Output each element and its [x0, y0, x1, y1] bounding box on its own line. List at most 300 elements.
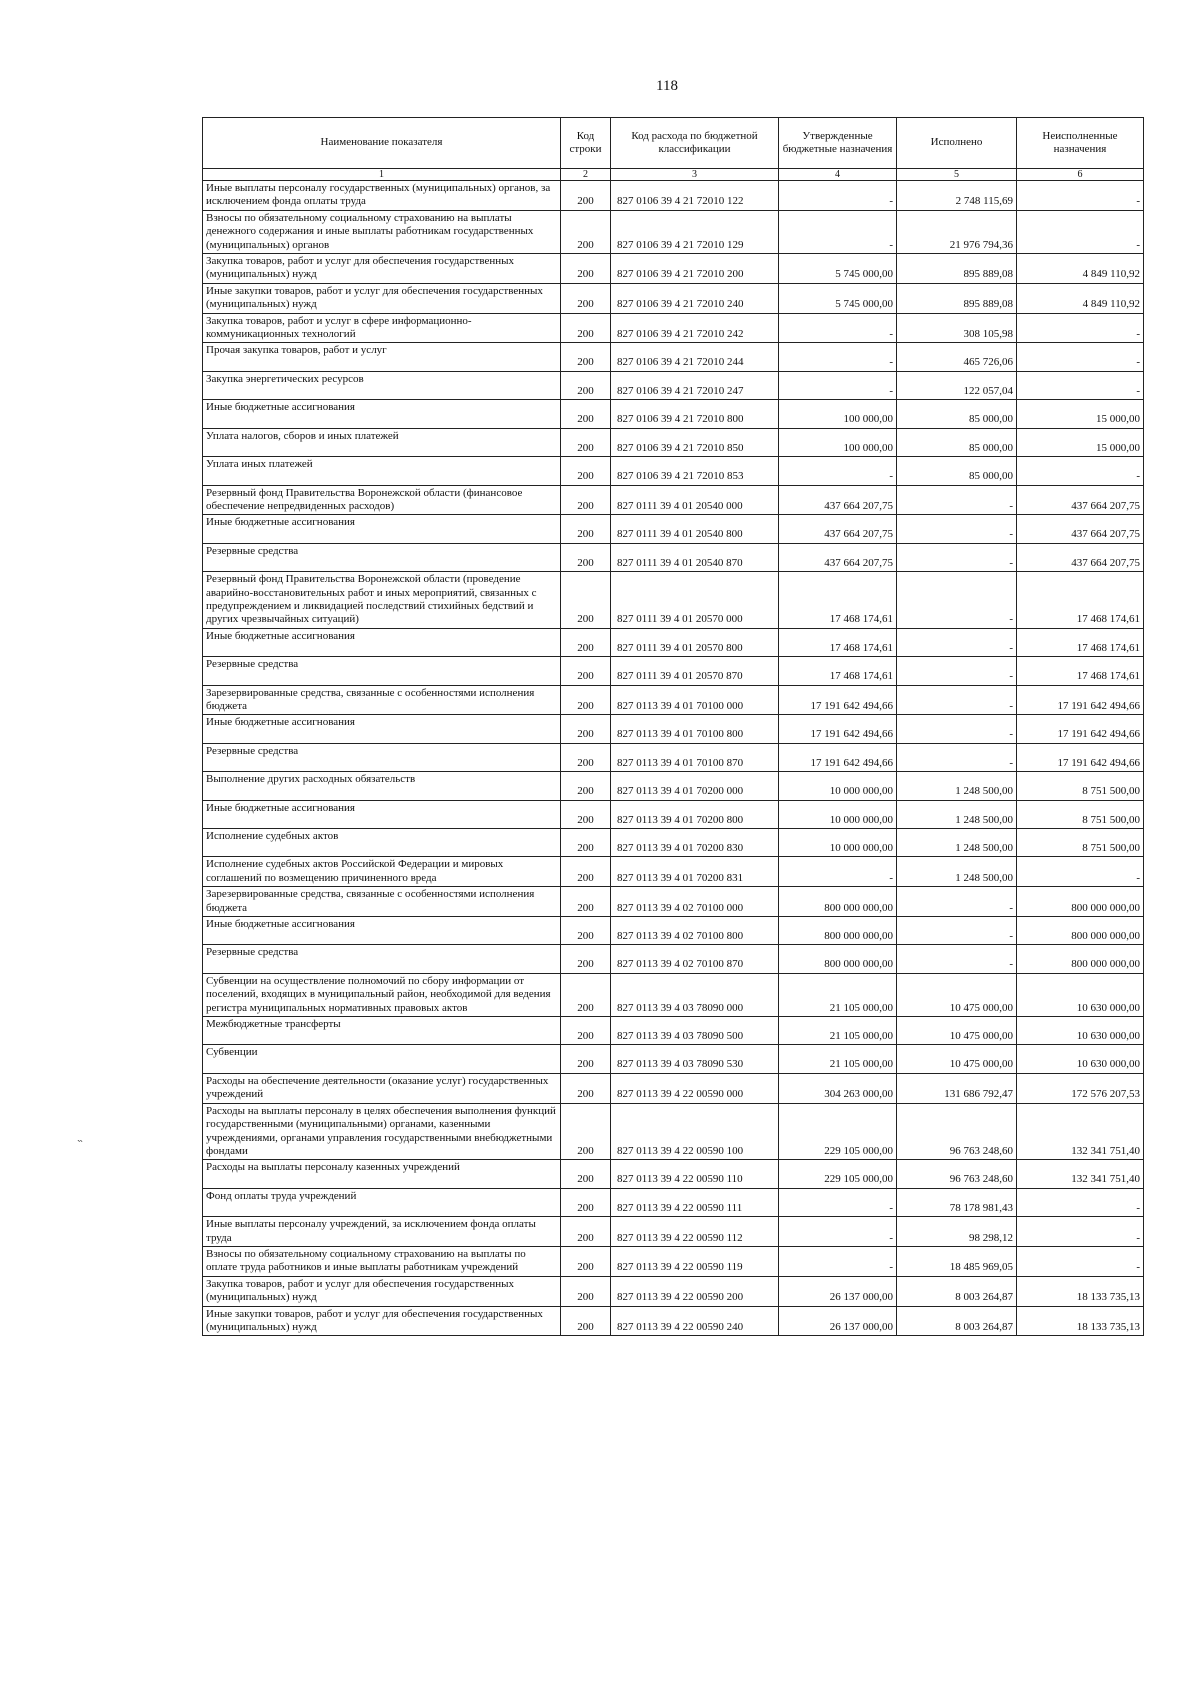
row-indicator-name-text: Уплата иных платежей	[206, 458, 313, 471]
row-line-code: 200	[561, 1217, 611, 1247]
table-row	[203, 343, 1144, 371]
row-budget-classification: 827 0113 39 4 03 78090 500	[611, 1017, 779, 1045]
row-line-code: 200	[561, 1160, 611, 1188]
row-line-code: 200	[561, 1073, 611, 1103]
row-unexecuted-amount: 437 664 207,75	[1017, 485, 1144, 515]
row-unexecuted-amount: 15 000,00	[1017, 400, 1144, 428]
row-indicator-name	[203, 400, 561, 428]
row-line-code: 200	[561, 1276, 611, 1306]
row-approved-amount: 437 664 207,75	[779, 485, 897, 515]
row-executed-amount: 895 889,08	[897, 283, 1017, 313]
table-row	[203, 283, 1144, 313]
row-approved-amount: 17 468 174,61	[779, 657, 897, 685]
row-indicator-name	[203, 371, 561, 399]
row-indicator-name	[203, 1217, 561, 1247]
row-indicator-name	[203, 917, 561, 945]
table-row	[203, 715, 1144, 743]
row-approved-amount: 800 000 000,00	[779, 887, 897, 917]
row-budget-classification: 827 0113 39 4 22 00590 112	[611, 1217, 779, 1247]
row-budget-classification: 827 0113 39 4 22 00590 240	[611, 1306, 779, 1336]
row-indicator-name-text: Исполнение судебных актов	[206, 830, 339, 842]
row-unexecuted-amount: -	[1017, 181, 1144, 211]
row-indicator-name-text: Фонд оплаты труда учреждений	[206, 1189, 357, 1202]
row-executed-amount: 8 003 264,87	[897, 1306, 1017, 1336]
row-line-code: 200	[561, 1103, 611, 1160]
table-row	[203, 313, 1144, 343]
header-unexecuted-appropriations: Неисполненные назначения	[1017, 118, 1144, 169]
table-row	[203, 1160, 1144, 1188]
row-executed-amount: 85 000,00	[897, 400, 1017, 428]
row-indicator-name	[203, 1188, 561, 1216]
row-executed-amount: 10 475 000,00	[897, 973, 1017, 1016]
row-indicator-name	[203, 945, 561, 973]
table-row	[203, 772, 1144, 800]
row-line-code: 200	[561, 515, 611, 543]
row-indicator-name	[203, 1045, 561, 1073]
row-indicator-name-text: Межбюджетные трансферты	[206, 1018, 341, 1031]
row-executed-amount: -	[897, 917, 1017, 945]
row-line-code: 200	[561, 457, 611, 485]
row-unexecuted-amount: -	[1017, 343, 1144, 371]
row-budget-classification: 827 0113 39 4 22 00590 111	[611, 1188, 779, 1216]
row-approved-amount: -	[779, 1188, 897, 1216]
row-budget-classification: 827 0106 39 4 21 72010 122	[611, 181, 779, 211]
row-indicator-name-text: Закупка энергетических ресурсов	[206, 372, 364, 385]
row-line-code: 200	[561, 371, 611, 399]
row-budget-classification: 827 0106 39 4 21 72010 244	[611, 343, 779, 371]
row-unexecuted-amount: 17 191 642 494,66	[1017, 715, 1144, 743]
row-line-code: 200	[561, 572, 611, 629]
table-row	[203, 485, 1144, 515]
column-number: 4	[779, 169, 897, 181]
row-executed-amount: -	[897, 543, 1017, 571]
table-row	[203, 371, 1144, 399]
row-unexecuted-amount: -	[1017, 457, 1144, 485]
table-row	[203, 1045, 1144, 1073]
row-approved-amount: -	[779, 1217, 897, 1247]
row-indicator-name	[203, 772, 561, 800]
table-body	[203, 181, 1144, 1336]
row-budget-classification: 827 0106 39 4 21 72010 800	[611, 400, 779, 428]
row-indicator-name-text: Резервные средства	[206, 658, 299, 671]
row-approved-amount: -	[779, 210, 897, 253]
row-indicator-name-text: Закупка товаров, работ и услуг для обеспечения государственных (муниципальных) нужд	[206, 1277, 515, 1304]
row-approved-amount: 100 000,00	[779, 428, 897, 456]
row-indicator-name	[203, 1073, 561, 1103]
row-executed-amount: 96 763 248,60	[897, 1103, 1017, 1160]
row-unexecuted-amount: -	[1017, 1188, 1144, 1216]
row-indicator-name-text: Субвенции на осуществление полномочий по сбору информации от поселений, входящих в муниципальный район, необходимой для ведения регистра муниципальных нормативных правовых актов	[206, 974, 551, 1014]
row-line-code: 200	[561, 685, 611, 715]
row-budget-classification: 827 0113 39 4 22 00590 119	[611, 1246, 779, 1276]
header-executed: Исполнено	[897, 118, 1017, 169]
row-budget-classification: 827 0106 39 4 21 72010 850	[611, 428, 779, 456]
row-unexecuted-amount: 800 000 000,00	[1017, 887, 1144, 917]
header-indicator-name: Наименование показателя	[203, 118, 561, 169]
table-row	[203, 1217, 1144, 1247]
row-approved-amount: 5 745 000,00	[779, 283, 897, 313]
row-budget-classification: 827 0106 39 4 21 72010 240	[611, 283, 779, 313]
table-row	[203, 743, 1144, 771]
row-unexecuted-amount: -	[1017, 1217, 1144, 1247]
table-row	[203, 887, 1144, 917]
row-approved-amount: 437 664 207,75	[779, 515, 897, 543]
column-number: 2	[561, 169, 611, 181]
row-indicator-name-text: Расходы на выплаты персоналу в целях обеспечения выполнения функций государственными (муниципальными) органами, казенными учреждениями, органами управления государственными внебюджетными фондами	[206, 1104, 556, 1157]
row-unexecuted-amount: 132 341 751,40	[1017, 1160, 1144, 1188]
row-budget-classification: 827 0113 39 4 22 00590 000	[611, 1073, 779, 1103]
row-unexecuted-amount: 15 000,00	[1017, 428, 1144, 456]
row-budget-classification: 827 0106 39 4 21 72010 200	[611, 254, 779, 284]
row-executed-amount: 10 475 000,00	[897, 1017, 1017, 1045]
row-approved-amount: 26 137 000,00	[779, 1306, 897, 1336]
row-indicator-name	[203, 283, 561, 313]
row-line-code: 200	[561, 973, 611, 1016]
row-indicator-name-text: Иные бюджетные ассигнования	[206, 716, 355, 729]
row-approved-amount: 17 468 174,61	[779, 572, 897, 629]
row-executed-amount: 895 889,08	[897, 254, 1017, 284]
column-number: 5	[897, 169, 1017, 181]
row-indicator-name	[203, 1276, 561, 1306]
row-approved-amount: 304 263 000,00	[779, 1073, 897, 1103]
row-line-code: 200	[561, 772, 611, 800]
table-row	[203, 657, 1144, 685]
header-budget-classification: Код расхода по бюджетной классификации	[611, 118, 779, 169]
row-indicator-name	[203, 572, 561, 629]
row-indicator-name	[203, 1017, 561, 1045]
row-budget-classification: 827 0113 39 4 22 00590 200	[611, 1276, 779, 1306]
row-indicator-name	[203, 485, 561, 515]
row-unexecuted-amount: 10 630 000,00	[1017, 973, 1144, 1016]
row-executed-amount: 465 726,06	[897, 343, 1017, 371]
row-indicator-name-text: Иные закупки товаров, работ и услуг для обеспечения государственных (муниципальных) нужд	[206, 284, 543, 311]
row-executed-amount: 8 003 264,87	[897, 1276, 1017, 1306]
row-indicator-name-text: Резервные средства	[206, 744, 299, 757]
row-budget-classification: 827 0113 39 4 02 70100 800	[611, 917, 779, 945]
row-indicator-name-text: Прочая закупка товаров, работ и услуг	[206, 344, 387, 357]
table-row	[203, 628, 1144, 656]
row-indicator-name	[203, 887, 561, 917]
row-indicator-name-text: Иные закупки товаров, работ и услуг для обеспечения государственных (муниципальных) нужд	[206, 1307, 543, 1333]
row-unexecuted-amount: 18 133 735,13	[1017, 1306, 1144, 1336]
budget-execution-table	[202, 117, 1144, 1336]
row-line-code: 200	[561, 313, 611, 343]
row-line-code: 200	[561, 1306, 611, 1336]
row-line-code: 200	[561, 800, 611, 828]
table-row	[203, 210, 1144, 253]
row-indicator-name-text: Выполнение других расходных обязательств	[206, 773, 416, 786]
row-indicator-name-text: Расходы на обеспечение деятельности (оказание услуг) государственных учреждений	[206, 1074, 549, 1101]
row-approved-amount: 10 000 000,00	[779, 772, 897, 800]
row-executed-amount: 18 485 969,05	[897, 1246, 1017, 1276]
table-row	[203, 400, 1144, 428]
row-executed-amount: 96 763 248,60	[897, 1160, 1017, 1188]
row-budget-classification: 827 0111 39 4 01 20570 870	[611, 657, 779, 685]
row-budget-classification: 827 0111 39 4 01 20540 870	[611, 543, 779, 571]
row-line-code: 200	[561, 1017, 611, 1045]
row-indicator-name	[203, 1103, 561, 1160]
row-approved-amount: -	[779, 371, 897, 399]
table-row	[203, 515, 1144, 543]
table-row	[203, 800, 1144, 828]
row-executed-amount: 122 057,04	[897, 371, 1017, 399]
row-unexecuted-amount: 4 849 110,92	[1017, 283, 1144, 313]
row-indicator-name-text: Резервный фонд Правительства Воронежской области (финансовое обеспечение непредвиденных расходов)	[206, 486, 523, 512]
row-line-code: 200	[561, 485, 611, 515]
row-approved-amount: 21 105 000,00	[779, 1045, 897, 1073]
table-row	[203, 917, 1144, 945]
table-row	[203, 1306, 1144, 1336]
row-indicator-name	[203, 343, 561, 371]
row-indicator-name	[203, 181, 561, 211]
row-line-code: 200	[561, 857, 611, 887]
row-line-code: 200	[561, 181, 611, 211]
row-line-code: 200	[561, 1246, 611, 1276]
row-budget-classification: 827 0106 39 4 21 72010 247	[611, 371, 779, 399]
table-row	[203, 181, 1144, 211]
row-executed-amount: -	[897, 572, 1017, 629]
row-line-code: 200	[561, 715, 611, 743]
row-line-code: 200	[561, 343, 611, 371]
row-indicator-name-text: Иные выплаты персоналу государственных (муниципальных) органов, за исключением фонда оплаты труда	[206, 182, 551, 208]
row-approved-amount: 17 191 642 494,66	[779, 743, 897, 771]
row-budget-classification: 827 0113 39 4 01 70100 800	[611, 715, 779, 743]
row-line-code: 200	[561, 400, 611, 428]
row-unexecuted-amount: 8 751 500,00	[1017, 800, 1144, 828]
row-indicator-name	[203, 254, 561, 284]
row-indicator-name-text: Резервные средства	[206, 946, 299, 959]
row-unexecuted-amount: 4 849 110,92	[1017, 254, 1144, 284]
table-row	[203, 1017, 1144, 1045]
row-approved-amount: -	[779, 857, 897, 887]
row-line-code: 200	[561, 428, 611, 456]
table-row	[203, 945, 1144, 973]
row-indicator-name-text: Иные бюджетные ассигнования	[206, 401, 355, 414]
row-executed-amount: -	[897, 657, 1017, 685]
row-unexecuted-amount: 18 133 735,13	[1017, 1276, 1144, 1306]
row-budget-classification: 827 0113 39 4 01 70200 800	[611, 800, 779, 828]
row-indicator-name	[203, 743, 561, 771]
row-indicator-name	[203, 543, 561, 571]
row-indicator-name	[203, 313, 561, 343]
row-indicator-name	[203, 715, 561, 743]
row-line-code: 200	[561, 254, 611, 284]
row-unexecuted-amount: 17 191 642 494,66	[1017, 743, 1144, 771]
row-approved-amount: 229 105 000,00	[779, 1160, 897, 1188]
row-indicator-name-text: Уплата налогов, сборов и иных платежей	[206, 429, 399, 442]
row-budget-classification: 827 0113 39 4 01 70200 000	[611, 772, 779, 800]
table-row	[203, 1188, 1144, 1216]
table-row	[203, 829, 1144, 857]
row-line-code: 200	[561, 945, 611, 973]
row-unexecuted-amount: -	[1017, 857, 1144, 887]
row-executed-amount: -	[897, 743, 1017, 771]
row-approved-amount: 17 191 642 494,66	[779, 685, 897, 715]
page-number: 118	[656, 78, 678, 94]
row-indicator-name	[203, 829, 561, 857]
row-indicator-name	[203, 1306, 561, 1336]
table-row	[203, 973, 1144, 1016]
column-number: 6	[1017, 169, 1144, 181]
row-executed-amount: 1 248 500,00	[897, 829, 1017, 857]
row-unexecuted-amount: 8 751 500,00	[1017, 772, 1144, 800]
row-executed-amount: 21 976 794,36	[897, 210, 1017, 253]
row-budget-classification: 827 0111 39 4 01 20570 000	[611, 572, 779, 629]
row-indicator-name-text: Резервный фонд Правительства Воронежской области (проведение аварийно-восстановительных работ и иных мероприятий, связанных с предупреждением и ликвидацией последствий стихийных бедствий и других чрезвычайных ситуаций)	[206, 573, 537, 626]
row-indicator-name	[203, 857, 561, 887]
row-approved-amount: 21 105 000,00	[779, 1017, 897, 1045]
row-line-code: 200	[561, 657, 611, 685]
row-approved-amount: 21 105 000,00	[779, 973, 897, 1016]
table-row	[203, 254, 1144, 284]
row-unexecuted-amount: 437 664 207,75	[1017, 515, 1144, 543]
row-line-code: 200	[561, 628, 611, 656]
column-number-row	[203, 169, 1144, 181]
row-approved-amount: 100 000,00	[779, 400, 897, 428]
row-indicator-name	[203, 457, 561, 485]
row-executed-amount: 1 248 500,00	[897, 800, 1017, 828]
table-row	[203, 1073, 1144, 1103]
row-budget-classification: 827 0106 39 4 21 72010 242	[611, 313, 779, 343]
row-executed-amount: 85 000,00	[897, 457, 1017, 485]
row-unexecuted-amount: 10 630 000,00	[1017, 1017, 1144, 1045]
row-budget-classification: 827 0113 39 4 03 78090 000	[611, 973, 779, 1016]
row-unexecuted-amount: -	[1017, 210, 1144, 253]
table-row	[203, 428, 1144, 456]
row-line-code: 200	[561, 1188, 611, 1216]
row-unexecuted-amount: -	[1017, 1246, 1144, 1276]
row-executed-amount: 131 686 792,47	[897, 1073, 1017, 1103]
row-executed-amount: 10 475 000,00	[897, 1045, 1017, 1073]
table-row	[203, 1246, 1144, 1276]
row-approved-amount: -	[779, 457, 897, 485]
row-executed-amount: -	[897, 887, 1017, 917]
row-indicator-name	[203, 657, 561, 685]
row-indicator-name	[203, 1246, 561, 1276]
row-line-code: 200	[561, 917, 611, 945]
row-indicator-name-text: Закупка товаров, работ и услуг для обеспечения государственных (муниципальных) нужд	[206, 255, 515, 281]
row-indicator-name	[203, 800, 561, 828]
row-budget-classification: 827 0111 39 4 01 20540 000	[611, 485, 779, 515]
row-indicator-name-text: Закупка товаров, работ и услуг в сфере информационно-коммуникационных технологий	[206, 314, 472, 341]
row-indicator-name	[203, 210, 561, 253]
row-budget-classification: 827 0106 39 4 21 72010 129	[611, 210, 779, 253]
row-line-code: 200	[561, 283, 611, 313]
row-indicator-name-text: Взносы по обязательному социальному страхованию на выплаты денежного содержания и иные выплаты работникам государственных (муниципальных) органов	[206, 211, 534, 251]
row-indicator-name-text: Взносы по обязательному социальному страхованию на выплаты по оплате труда работников и иные выплаты работникам учреждений	[206, 1247, 526, 1274]
table-row	[203, 457, 1144, 485]
row-unexecuted-amount: 800 000 000,00	[1017, 917, 1144, 945]
stray-scan-mark: ˵	[78, 1132, 82, 1146]
row-line-code: 200	[561, 543, 611, 571]
table-row	[203, 1276, 1144, 1306]
row-indicator-name	[203, 428, 561, 456]
header-line-code: Код строки	[561, 118, 611, 169]
row-executed-amount: 98 298,12	[897, 1217, 1017, 1247]
row-executed-amount: -	[897, 685, 1017, 715]
row-executed-amount: 1 248 500,00	[897, 857, 1017, 887]
row-approved-amount: 10 000 000,00	[779, 829, 897, 857]
row-unexecuted-amount: 800 000 000,00	[1017, 945, 1144, 973]
row-indicator-name-text: Расходы на выплаты персоналу казенных учреждений	[206, 1161, 460, 1174]
row-indicator-name-text: Иные бюджетные ассигнования	[206, 516, 355, 529]
row-approved-amount: 5 745 000,00	[779, 254, 897, 284]
table-row	[203, 1103, 1144, 1160]
row-line-code: 200	[561, 1045, 611, 1073]
row-indicator-name	[203, 685, 561, 715]
row-approved-amount: 800 000 000,00	[779, 945, 897, 973]
row-approved-amount: 17 191 642 494,66	[779, 715, 897, 743]
row-budget-classification: 827 0113 39 4 01 70200 830	[611, 829, 779, 857]
row-budget-classification: 827 0113 39 4 03 78090 530	[611, 1045, 779, 1073]
row-budget-classification: 827 0113 39 4 01 70100 000	[611, 685, 779, 715]
row-unexecuted-amount: 17 468 174,61	[1017, 572, 1144, 629]
row-unexecuted-amount: 10 630 000,00	[1017, 1045, 1144, 1073]
header-approved-appropriations: Утвержденные бюджетные назначения	[779, 118, 897, 169]
row-indicator-name-text: Иные выплаты персоналу учреждений, за исключением фонда оплаты труда	[206, 1218, 536, 1244]
table-row	[203, 685, 1144, 715]
row-approved-amount: 17 468 174,61	[779, 628, 897, 656]
row-indicator-name-text: Зарезервированные средства, связанные с особенностями исполнения бюджета	[206, 888, 535, 914]
row-approved-amount: 229 105 000,00	[779, 1103, 897, 1160]
row-indicator-name-text: Зарезервированные средства, связанные с особенностями исполнения бюджета	[206, 686, 535, 712]
row-executed-amount: -	[897, 945, 1017, 973]
row-executed-amount: 2 748 115,69	[897, 181, 1017, 211]
row-unexecuted-amount: 17 468 174,61	[1017, 657, 1144, 685]
row-approved-amount: 26 137 000,00	[779, 1276, 897, 1306]
column-number: 3	[611, 169, 779, 181]
row-approved-amount: 10 000 000,00	[779, 800, 897, 828]
row-approved-amount: -	[779, 313, 897, 343]
row-indicator-name	[203, 973, 561, 1016]
row-unexecuted-amount: -	[1017, 313, 1144, 343]
row-indicator-name-text: Исполнение судебных актов Российской Федерации и мировых соглашений по возмещению причиненного вреда	[206, 858, 504, 884]
row-approved-amount: -	[779, 1246, 897, 1276]
row-executed-amount: 1 248 500,00	[897, 772, 1017, 800]
row-unexecuted-amount: 17 468 174,61	[1017, 628, 1144, 656]
row-budget-classification: 827 0113 39 4 01 70100 870	[611, 743, 779, 771]
row-executed-amount: 85 000,00	[897, 428, 1017, 456]
table-row	[203, 572, 1144, 629]
row-executed-amount: 308 105,98	[897, 313, 1017, 343]
table-row	[203, 857, 1144, 887]
column-number: 1	[203, 169, 561, 181]
row-indicator-name	[203, 628, 561, 656]
row-approved-amount: 800 000 000,00	[779, 917, 897, 945]
row-approved-amount: 437 664 207,75	[779, 543, 897, 571]
row-approved-amount: -	[779, 181, 897, 211]
row-budget-classification: 827 0111 39 4 01 20570 800	[611, 628, 779, 656]
row-executed-amount: -	[897, 515, 1017, 543]
row-line-code: 200	[561, 743, 611, 771]
row-unexecuted-amount: 437 664 207,75	[1017, 543, 1144, 571]
row-budget-classification: 827 0106 39 4 21 72010 853	[611, 457, 779, 485]
row-line-code: 200	[561, 829, 611, 857]
row-budget-classification: 827 0111 39 4 01 20540 800	[611, 515, 779, 543]
row-indicator-name	[203, 515, 561, 543]
row-line-code: 200	[561, 887, 611, 917]
row-budget-classification: 827 0113 39 4 02 70100 870	[611, 945, 779, 973]
row-executed-amount: -	[897, 628, 1017, 656]
row-unexecuted-amount: 17 191 642 494,66	[1017, 685, 1144, 715]
row-unexecuted-amount: -	[1017, 371, 1144, 399]
row-executed-amount: -	[897, 715, 1017, 743]
table-row	[203, 543, 1144, 571]
row-executed-amount: -	[897, 485, 1017, 515]
row-budget-classification: 827 0113 39 4 01 70200 831	[611, 857, 779, 887]
row-budget-classification: 827 0113 39 4 22 00590 100	[611, 1103, 779, 1160]
row-executed-amount: 78 178 981,43	[897, 1188, 1017, 1216]
